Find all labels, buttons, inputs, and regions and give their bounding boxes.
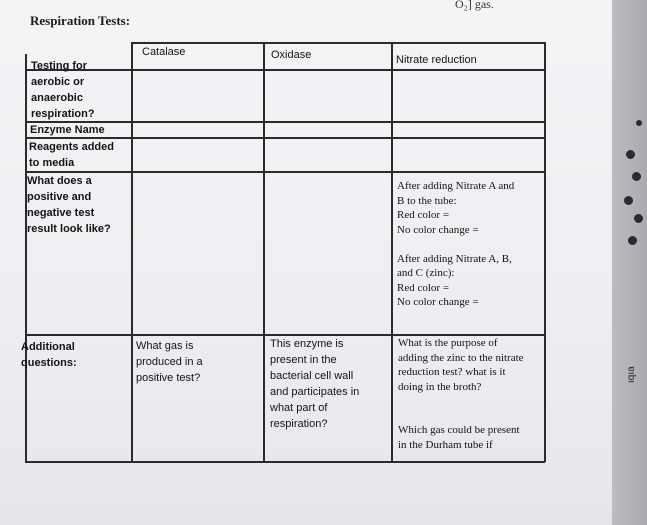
- cell-nitrate-question: What is the purpose of adding the zinc to the nitrate reduction test? what is it doing in the broth? Which gas could be present in the Durham tube if: [398, 337, 524, 451]
- cell-nitrate-result: After adding Nitrate A and B to the tube: Red color = No color change = After adding Nitrate A, B, and C (zinc): Red color = No color change =: [397, 180, 515, 308]
- table-border-right: [544, 42, 546, 462]
- row-label-testing: Testing for aerobic or anaerobic respiration?: [31, 60, 95, 120]
- row-label-reagents: Reagents added to media: [29, 141, 114, 169]
- background-surface: [612, 0, 647, 525]
- column-header-oxidase: Oxidase: [271, 49, 312, 61]
- cell-catalase-result[interactable]: [133, 173, 261, 333]
- table-col-divider: [391, 42, 393, 462]
- column-header-catalase: Catalase: [142, 46, 186, 58]
- cell-oxidase-result[interactable]: [265, 173, 389, 333]
- table-border-left: [25, 54, 27, 462]
- row-label-enzyme-name: Enzyme Name: [30, 124, 105, 136]
- row-label-additional-questions: Additional questions:: [21, 341, 77, 369]
- cut-off-text-side: ıqıa: [626, 366, 637, 383]
- row-label-test-result: What does a positive and negative test result look like?: [27, 175, 111, 235]
- page-title: Respiration Tests:: [30, 13, 131, 28]
- cell-oxidase-question: This enzyme is present in the bacterial cell wall and participates in what part of respiration?: [270, 338, 360, 430]
- table-border-top: [131, 42, 545, 44]
- column-header-nitrate-reduction: Nitrate reduction: [396, 54, 477, 66]
- cut-off-text-top: O₂] gas.: [455, 0, 494, 11]
- cell-catalase-question: What gas is produced in a positive test?: [136, 340, 203, 384]
- table-border-bottom: [25, 461, 545, 463]
